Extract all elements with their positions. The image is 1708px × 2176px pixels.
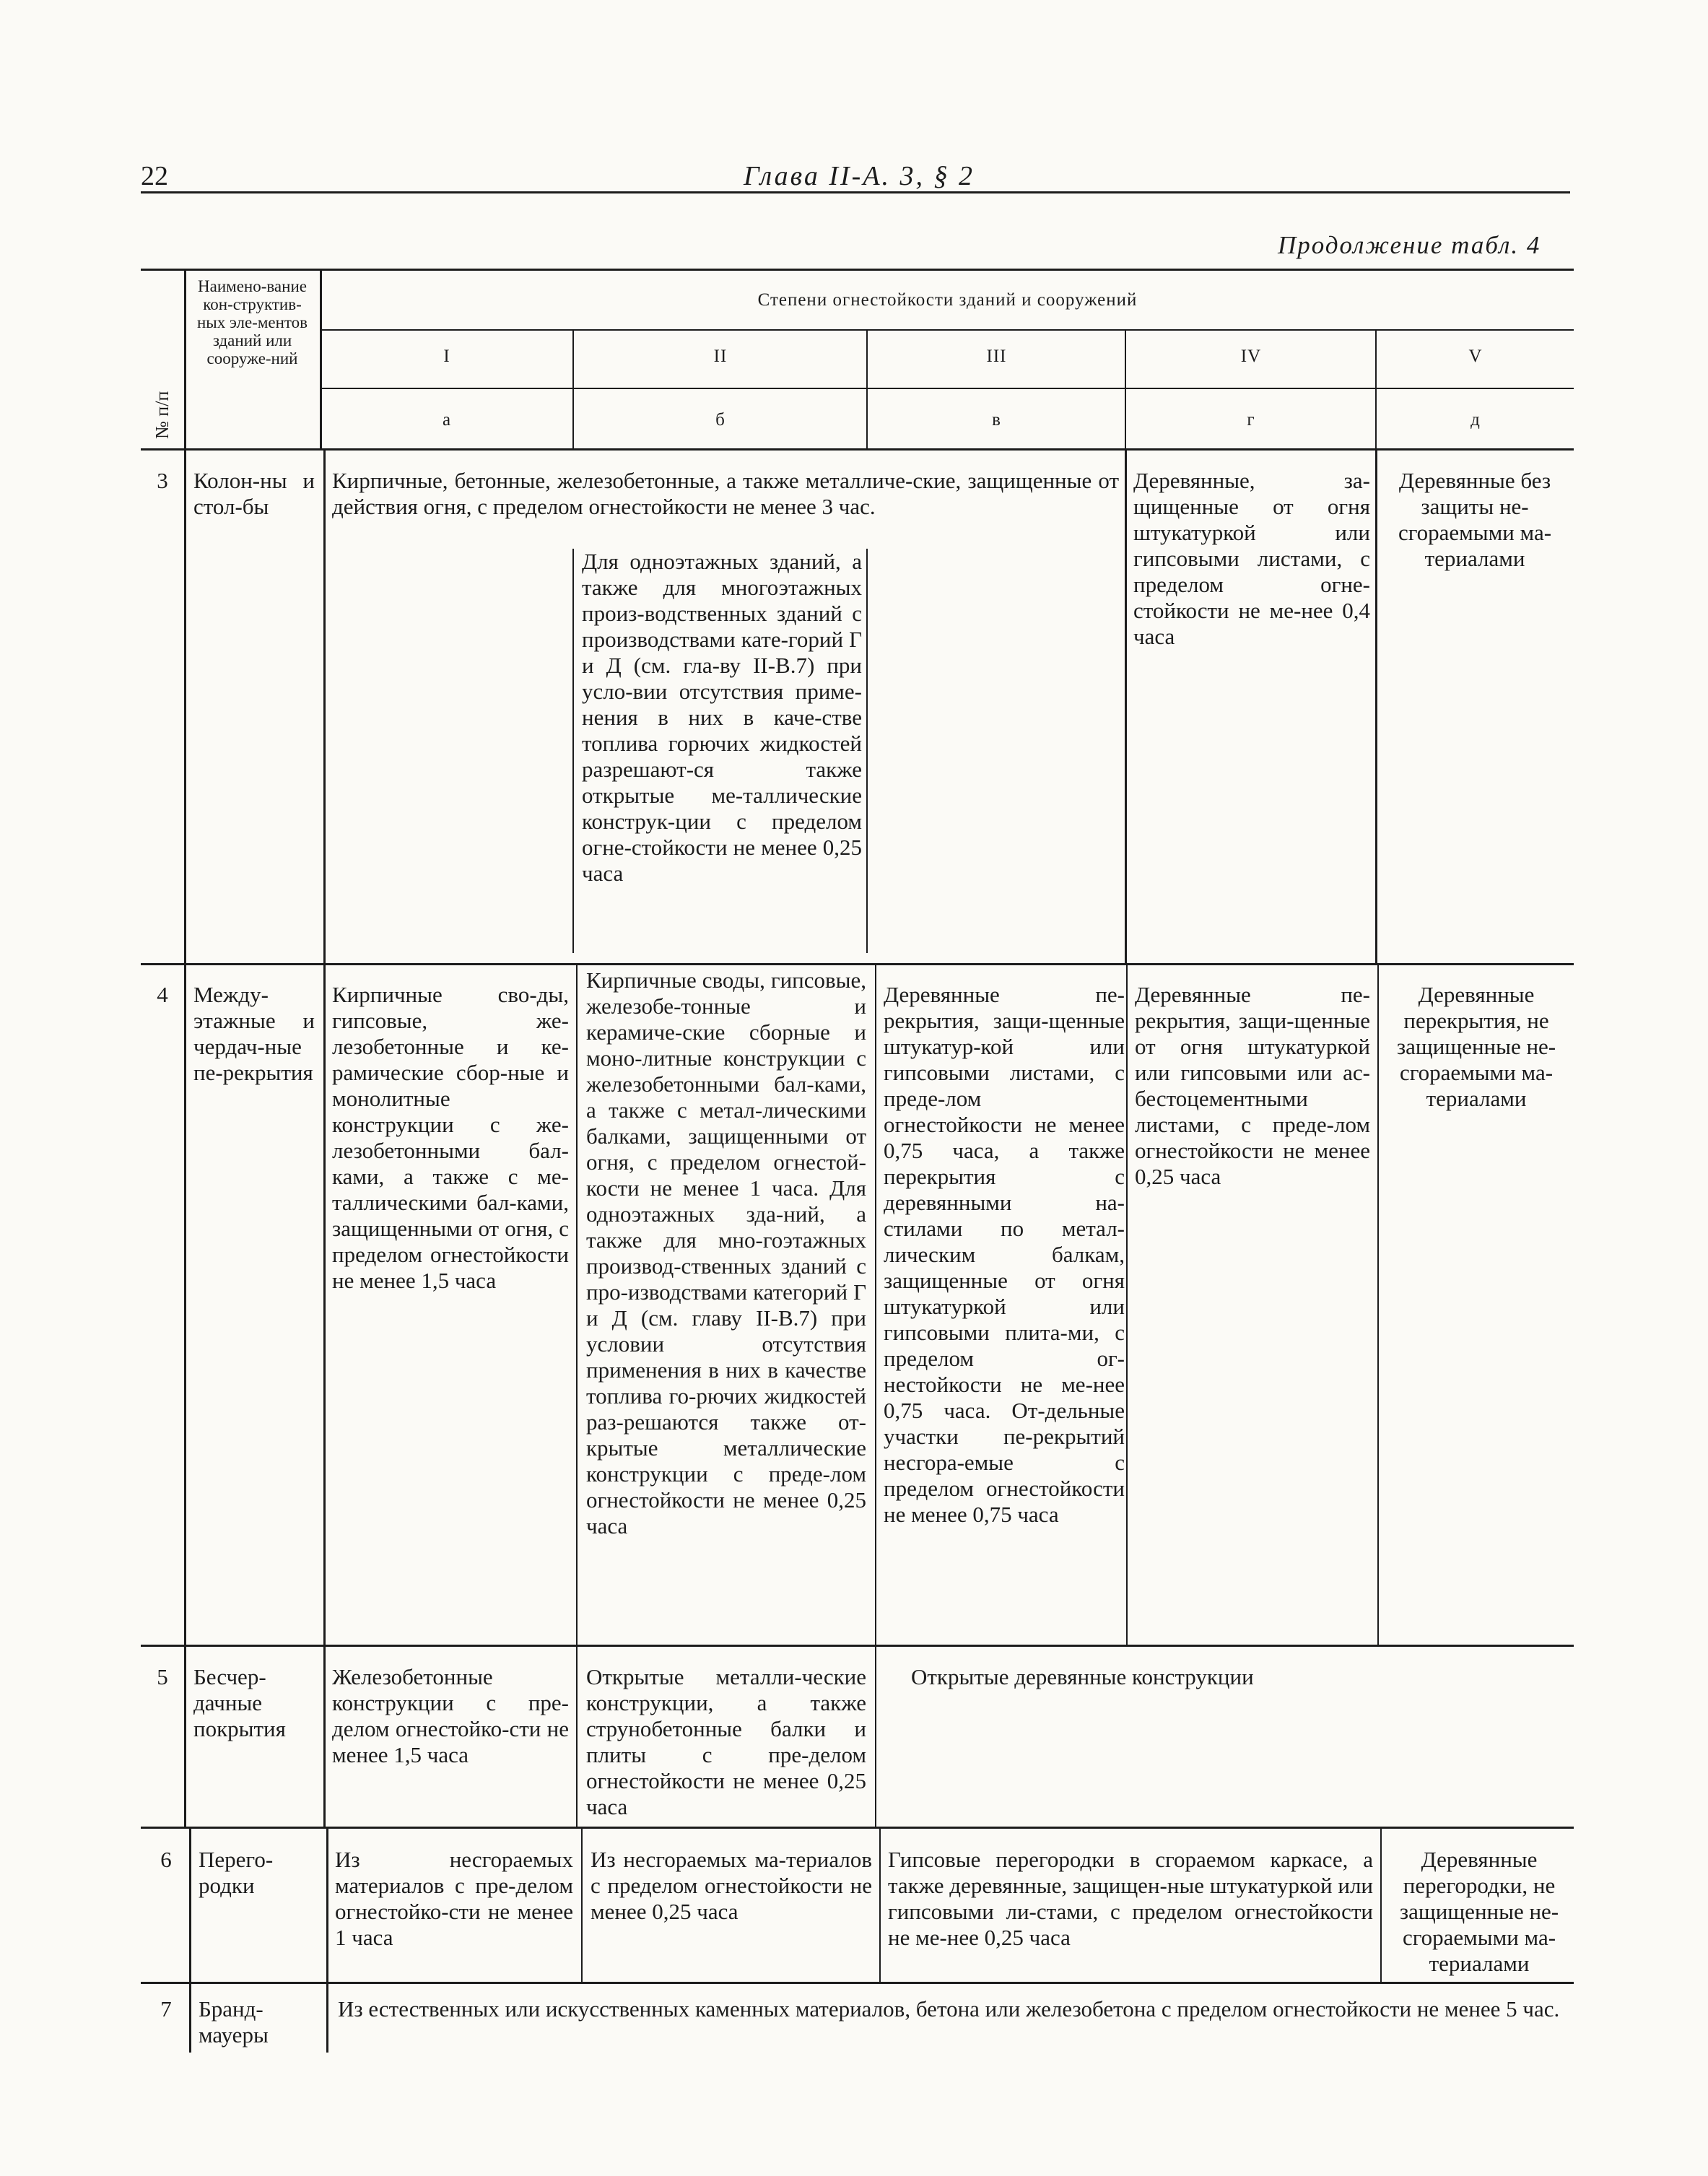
header-bottom-rule	[141, 448, 1574, 451]
row-3-span-I-III: Кирпичные, бетонные, железобетонные, а также металличе-ские, защищенные от действия огня, с пределом огнестойкости не менее 3 час.	[332, 468, 1119, 519]
row-4-name: Между-этажные и чердач-ные пе-рекрытия	[193, 982, 315, 1085]
row-6-num: 6	[160, 1847, 172, 1872]
row-4-rule-II	[875, 965, 876, 1645]
table-continuation-label: Продолжение табл. 4	[1278, 231, 1541, 259]
row-5-rule-II	[875, 1647, 876, 1827]
row-6-III-IV: Гипсовые перегородки в сгораемом каркасе, а также деревянные, защищен-ные штукатуркой или гипсовыми ли-стами, с пределом огнестойкости не ме-нее 0,25 часа	[888, 1847, 1373, 1950]
header-degree-I: I	[443, 347, 450, 366]
row-4-rule-name	[323, 965, 326, 1645]
row-5-III-V: Открытые деревянные конструкции	[911, 1664, 1254, 1689]
row-6-rule-name	[326, 1829, 328, 1984]
row-6-bottom-rule	[141, 1982, 1574, 1984]
header-letter-b: б	[715, 410, 726, 430]
row-7-rule-num	[189, 1984, 191, 2053]
col-rule-II	[866, 331, 868, 448]
header-num-col: № п/п	[152, 391, 173, 439]
row-7-all: Из естественных или искусственных каменных материалов, бетона или железобетона с пределом огнестойкости не менее 5 час.	[338, 1996, 1560, 2021]
header-group-title: Степени огнестойкости зданий и сооружений	[757, 290, 1138, 310]
row-4-bottom-rule	[141, 1645, 1574, 1647]
row-4-V: Деревянные перекрытия, не защищенные не-сгораемыми ма-териалами	[1396, 982, 1556, 1111]
row-5-bottom-rule	[141, 1827, 1574, 1829]
row-5-num: 5	[157, 1664, 168, 1689]
running-title: Глава II-А. 3, § 2	[744, 161, 975, 191]
row-3-rule-note-right	[866, 549, 868, 953]
row-4-rule-num	[184, 965, 186, 1645]
row-4-III: Деревянные пе-рекрытия, защи-щенные штукатур-кой или гипсовыми листами, с преде-лом огнестойкости не менее 0,75 часа, а также перекрытия с деревянными на-стилами по метал-лическим балкам, защищенные от огня штукатуркой или гипсовыми плита-ми, с пределом ог-нестойкости не ме-нее 0,75 часа. От-дельные участки пе-рекрытий несгора-емые с пределом огнестойкости не менее 0,75 часа	[884, 982, 1125, 1527]
row-6-rule-IV	[1380, 1829, 1382, 1984]
row-4-I: Кирпичные сво-ды, гипсовые, же-лезобетонные и ке-рамические сбор-ные и монолитные конструкции с же-лезобетонными бал-ками, а также с ме-таллическими бал-ками, защищенными от огня, с пределом огнестойкости не менее 1,5 часа	[332, 982, 569, 1293]
row-3-num: 3	[157, 468, 168, 493]
table-top-rule	[141, 269, 1574, 271]
page-number: 22	[141, 161, 168, 191]
row-6-I: Из несгораемых материалов с пре-делом огнестойко-сти не менее 1 часа	[335, 1847, 573, 1950]
row-4-II: Кирпичные своды, гипсовые, железобе-тонные и керамиче-ские сборные и моно-литные конструкции с железобетонными бал-ками, а также с метал-лическими балками, защищенными от огня, с пределом огнестой-кости не менее 1 часа. Для одноэтажных зда-ний, а также для мно-гоэтажных производ-ственных зданий с про-изводствами категорий Г и Д (см. главу II-В.7) при условии отсутствия применения в них в качестве топлива го-рючих жидкостей раз-решаются также от-крытые металлические конструкции с преде-лом огнестойкости не менее 0,25 часа	[586, 967, 866, 1539]
row-3-V: Деревянные без защиты не-сгораемыми ма-териалами	[1398, 468, 1552, 571]
row-4-rule-III	[1126, 965, 1128, 1645]
row-5-rule-num	[184, 1647, 186, 1827]
header-letter-g: г	[1247, 410, 1255, 430]
row-3-IV: Деревянные, за-щищенные от огня штукатуркой или гипсовыми листами, с пределом огне-стойкости не ме-нее 0,4 часа	[1133, 468, 1370, 649]
row-4-num: 4	[157, 982, 168, 1007]
col-rule-num	[184, 269, 186, 448]
row-7-rule-name	[326, 1984, 328, 2053]
row-4-rule-IV	[1377, 965, 1379, 1645]
header-degree-V: V	[1468, 347, 1483, 366]
header-degree-IV: IV	[1240, 347, 1262, 366]
row-3-rule-III	[1125, 451, 1127, 965]
row-6-rule-II	[879, 1829, 881, 1984]
row-5-name: Бесчер-дачные покрытия	[193, 1664, 286, 1741]
header-name-col: Наимено-вание кон-структив-ных эле-ментов зданий или сооруже-ний	[197, 277, 308, 367]
row-4-rule-I	[576, 965, 578, 1645]
col-rule-IV	[1375, 331, 1377, 448]
row-5-rule-I	[576, 1647, 578, 1827]
row-3-bottom-rule	[141, 963, 1574, 965]
header-degree-II: II	[713, 347, 728, 366]
col-rule-I	[572, 331, 574, 448]
header-letter-a: а	[442, 410, 452, 430]
row-6-rule-num	[189, 1829, 191, 1984]
header-rule	[141, 191, 1570, 193]
header-degree-rule	[321, 388, 1574, 389]
row-3-rule-name	[323, 451, 326, 965]
row-3-name: Колон-ны и стол-бы	[193, 468, 315, 519]
col-rule-III	[1125, 331, 1126, 448]
row-5-II: Открытые металли-ческие конструкции, а также струнобетонные балки и плиты с пре-делом огнестойкости не менее 0,25 часа	[586, 1664, 866, 1819]
row-4-IV: Деревянные пе-рекрытия, защи-щенные от огня штукатуркой или гипсовыми или ас-бестоцементными листами, с преде-лом огнестойкости не менее 0,25 часа	[1135, 982, 1370, 1189]
row-3-rule-IV	[1375, 451, 1377, 965]
row-6-II: Из несгораемых ма-териалов с пределом огнестойкости не менее 0,25 часа	[591, 1847, 872, 1924]
row-6-rule-I	[581, 1829, 583, 1984]
row-6-name: Перего-родки	[199, 1847, 274, 1898]
header-letter-v: в	[992, 410, 1001, 430]
header-group-rule	[321, 329, 1574, 331]
header-degree-III: III	[986, 347, 1007, 366]
row-5-I: Железобетонные конструкции с пре-делом огнестойко-сти не менее 1,5 часа	[332, 1664, 569, 1767]
row-7-num: 7	[160, 1996, 172, 2021]
row-6-V: Деревянные перегородки, не защищенные не-сгораемыми ма-териалами	[1399, 1847, 1559, 1976]
row-7-name: Бранд-мауеры	[199, 1996, 269, 2047]
row-3-rule-note-left	[572, 549, 574, 953]
header-letter-d: д	[1470, 410, 1481, 430]
row-3-rule-num	[184, 451, 186, 965]
row-5-rule-name	[323, 1647, 326, 1827]
row-3-note-II: Для одноэтажных зданий, а также для многоэтажных произ-водственных зданий с производствами кате-горий Г и Д (см. гла-ву II-В.7) при усло-вии отсутствия приме-нения в них в каче-стве топлива горючих жидкостей разрешают-ся также открытые ме-таллические конструк-ции с пределом огне-стойкости не менее 0,25 часа	[582, 549, 862, 886]
